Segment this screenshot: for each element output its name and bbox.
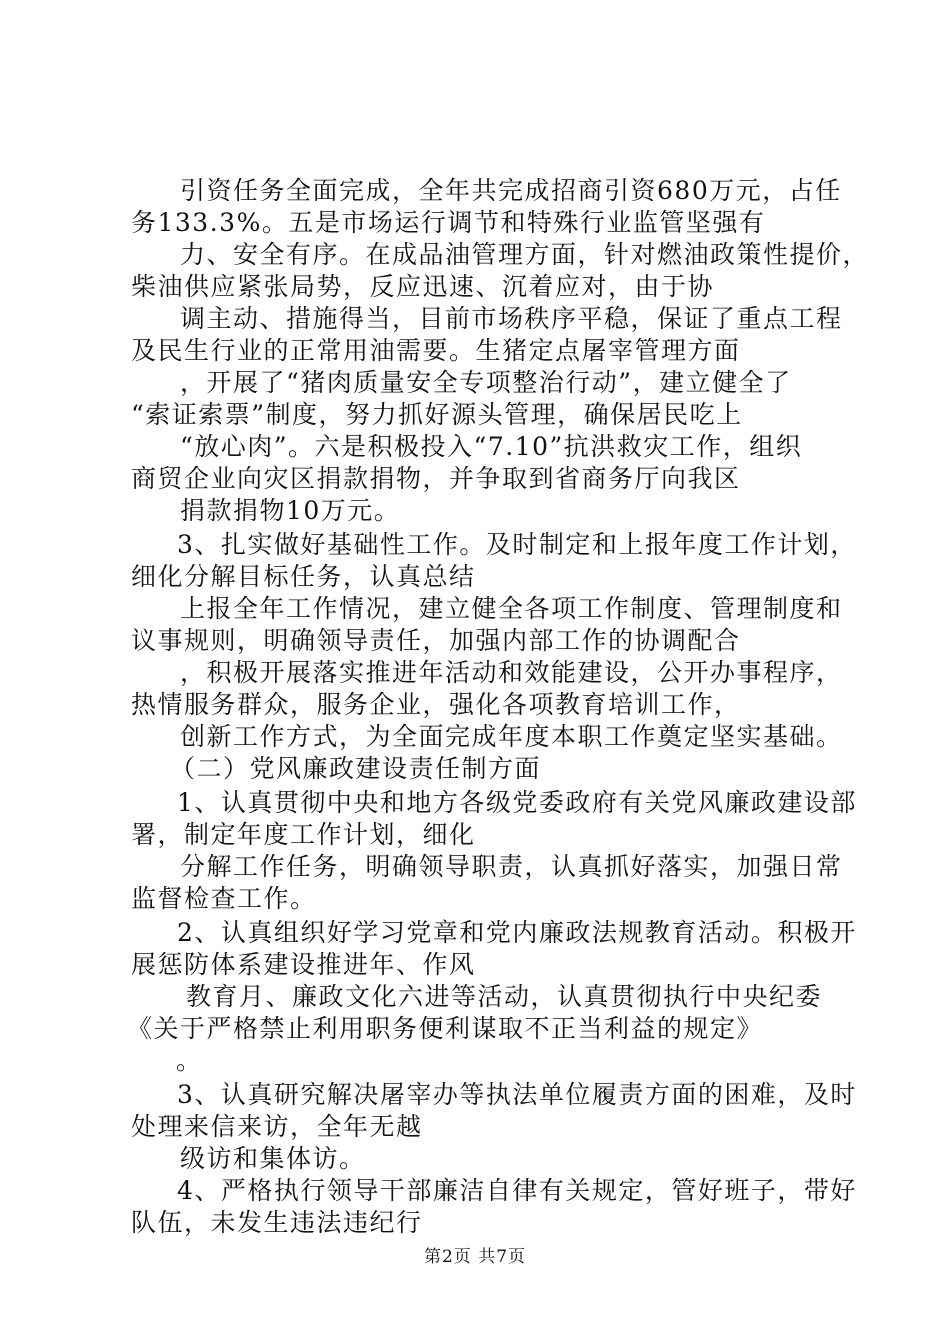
text-line: 队伍，未发生违法违纪行 — [131, 1208, 423, 1237]
text-line: “索证索票”制度，努力抓好源头管理，确保居民吃上 — [131, 400, 743, 429]
text-line: 教育月、廉政文化六进等活动，认真贯彻执行中央纪委 — [186, 982, 823, 1011]
text-line: ，积极开展落实推进年活动和效能建设，公开办事程序， — [180, 658, 843, 687]
text-line: 议事规则，明确领导责任，加强内部工作的协调配合 — [131, 626, 741, 655]
text-line: 1、认真贯彻中央和地方各级党委政府有关党风廉政建设部 — [177, 788, 857, 817]
text-line: 务133.3%。五是市场运行调节和特殊行业监管坚强有 — [131, 208, 766, 237]
text-line: 处理来信来访，全年无越 — [131, 1112, 423, 1141]
text-line: 细化分解目标任务，认真总结 — [131, 562, 476, 591]
page-number: 第2页 共7页 — [423, 1247, 527, 1267]
text-line: 3、扎实做好基础性工作。及时制定和上报年度工作计划， — [177, 530, 857, 559]
text-line: 。 — [176, 1046, 203, 1075]
text-line: 柴油供应紧张局势，反应迅速、沉着应对，由于协 — [131, 272, 715, 301]
text-line: 上报全年工作情况，建立健全各项工作制度、管理制度和 — [180, 594, 843, 623]
text-line: 热情服务群众，服务企业，强化各项教育培训工作， — [131, 690, 741, 719]
text-line: 《关于严格禁止利用职务便利谋取不正当利益的规定》 — [127, 1014, 764, 1043]
text-line: 2、认真组织好学习党章和党内廉政法规教育活动。积极开 — [177, 918, 857, 947]
text-line: ，开展了“猪肉质量安全专项整治行动”，建立健全了 — [180, 368, 792, 397]
text-line: “放心肉”。六是积极投入“7.10”抗洪救灾工作，组织 — [180, 432, 803, 461]
text-line: 3、认真研究解决屠宰办等执法单位履责方面的困难，及时 — [177, 1080, 857, 1109]
text-line: 4、严格执行领导干部廉洁自律有关规定，管好班子，带好 — [177, 1176, 857, 1205]
text-line: 及民生行业的正常用油需要。生猪定点屠宰管理方面 — [131, 336, 741, 365]
text-line: 创新工作方式，为全面完成年度本职工作奠定坚实基础。 — [180, 722, 843, 751]
text-line: 署，制定年度工作计划，细化 — [131, 820, 476, 849]
section-heading: （二）党风廉政建设责任制方面 — [170, 754, 542, 783]
text-line: 力、安全有序。在成品油管理方面，针对燃油政策性提价， — [180, 240, 870, 269]
text-line: 展惩防体系建设推进年、作风 — [131, 950, 476, 979]
text-line: 级访和集体访。 — [180, 1144, 366, 1173]
text-line: 商贸企业向灾区捐款捐物，并争取到省商务厅向我区 — [131, 464, 741, 493]
text-line: 调主动、措施得当，目前市场秩序平稳，保证了重点工程 — [180, 304, 843, 333]
text-line: 分解工作任务，明确领导职责，认真抓好落实，加强日常 — [180, 852, 843, 881]
text-line: 引资任务全面完成，全年共完成招商引资680万元，占任 — [180, 176, 842, 205]
text-line: 捐款捐物10万元。 — [180, 496, 401, 525]
text-line: 监督检查工作。 — [131, 884, 317, 913]
